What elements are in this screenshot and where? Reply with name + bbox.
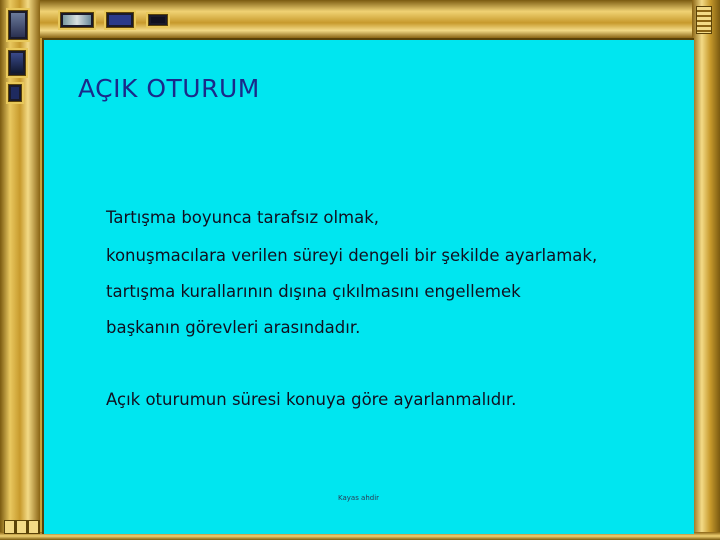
footer-note: Kayas ahdir — [338, 494, 380, 502]
paragraph-4: başkanın görevleri arasındadır. — [106, 318, 361, 337]
paragraph-1: Tartışma boyunca tarafsız olmak, — [106, 208, 380, 227]
door-icon — [6, 48, 28, 78]
monitor-icon — [104, 10, 136, 30]
screen-icon — [6, 82, 24, 104]
paragraph-5: Açık oturumun süresi konuya göre ayarlanmalıdır. — [106, 390, 517, 409]
grip-icon — [696, 6, 712, 34]
paragraph-2: konuşmacılara verilen süreyi dengeli bir şekilde ayarlamak, — [106, 246, 598, 265]
window-icon — [6, 8, 30, 42]
slide-title: AÇIK OTURUM — [78, 74, 260, 103]
panel-icon — [146, 12, 170, 28]
nav-boxes-icon — [4, 520, 40, 534]
landscape-icon — [58, 10, 96, 30]
frame-left-border — [0, 0, 40, 540]
paragraph-3: tartışma kurallarının dışına çıkılmasını engellemek — [106, 282, 521, 301]
frame-right-border — [692, 0, 720, 540]
